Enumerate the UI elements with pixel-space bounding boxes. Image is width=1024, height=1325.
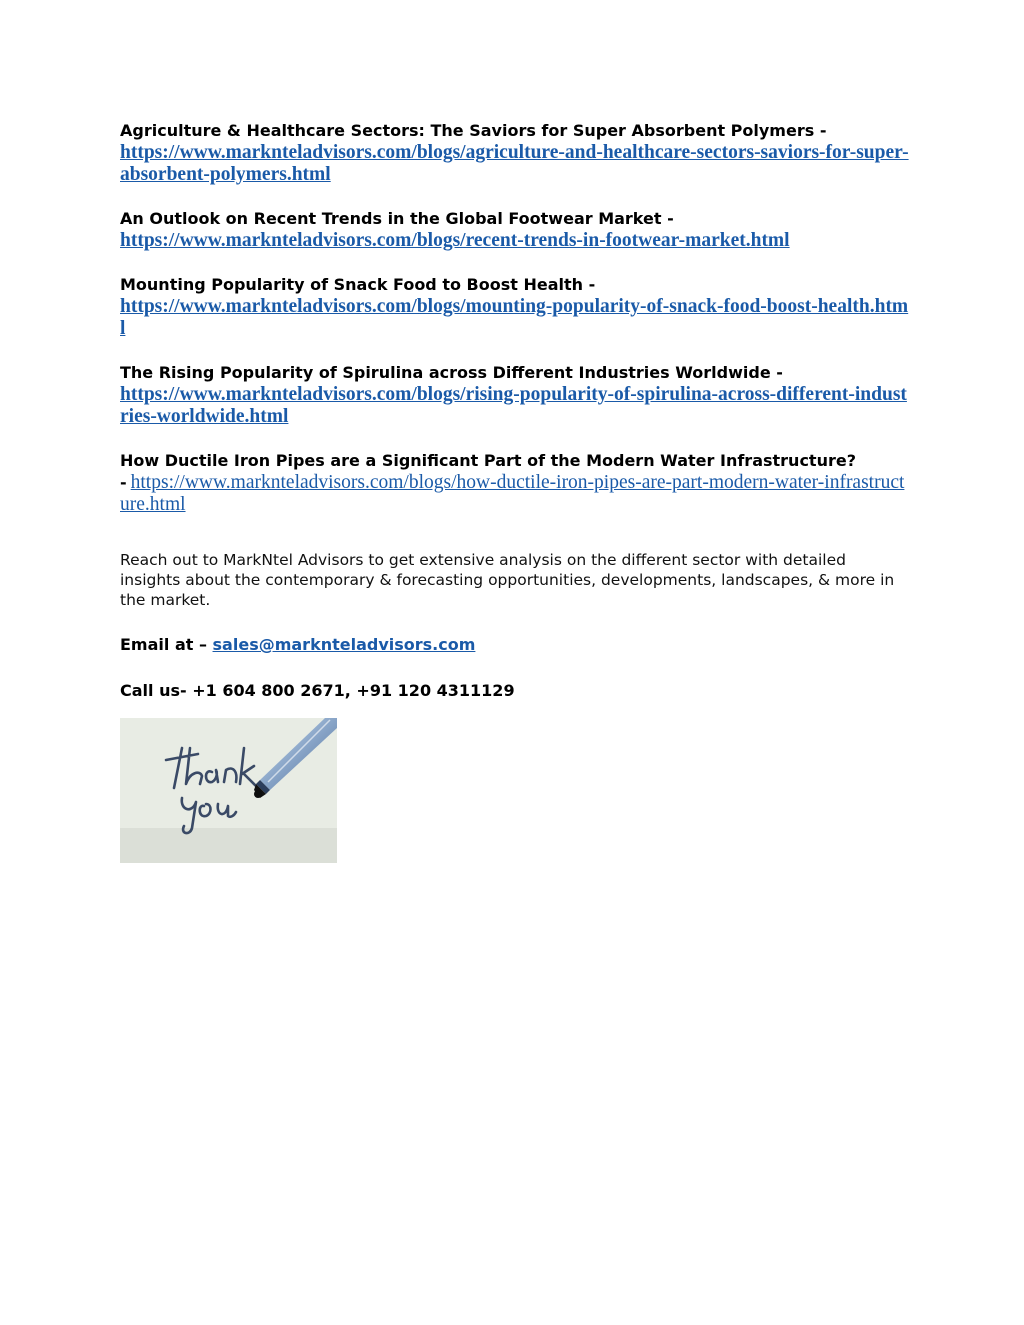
entry-link[interactable]: https://www.marknteladvisors.com/blogs/agriculture-and-healthcare-sectors-saviors-for-super-absorbent-polymers.html [120, 142, 909, 185]
thank-you-image [120, 718, 337, 863]
entry-link[interactable]: https://www.marknteladvisors.com/blogs/mounting-popularity-of-snack-food-boost-health.html [120, 296, 909, 339]
thank-you-handwriting-illustration [120, 718, 337, 863]
call-line: Call us- +1 604 800 2671, +91 120 4311129 [120, 681, 515, 700]
entry-title: Agriculture & Healthcare Sectors: The Saviors for Super Absorbent Polymers - [120, 121, 827, 140]
entry-title: How Ductile Iron Pipes are a Significant Part of the Modern Water Infrastructure? [120, 451, 856, 470]
entry-title: An Outlook on Recent Trends in the Global Footwear Market - [120, 209, 674, 228]
body-paragraph: Reach out to MarkNtel Advisors to get extensive analysis on the different sector with detailed insights about the contemporary & forecasting opportunities, developments, landscapes, & more in the market. [120, 551, 895, 609]
email-label: Email at – [120, 635, 207, 654]
entry-link[interactable]: https://www.marknteladvisors.com/blogs/recent-trends-in-footwear-market.html [120, 230, 790, 251]
blog-entry-ductile-iron [120, 450, 910, 516]
blog-entry-superabsorbent [120, 120, 910, 186]
entry-title: Mounting Popularity of Snack Food to Boost Health - [120, 275, 596, 294]
email-link[interactable]: sales@marknteladvisors.com [212, 635, 476, 654]
entry-link[interactable]: https://www.marknteladvisors.com/blogs/how-ductile-iron-pipes-are-part-modern-water-infrastructure.html [120, 472, 905, 515]
entry-title: The Rising Popularity of Spirulina across Different Industries Worldwide - [120, 363, 783, 382]
entry-link-line [120, 472, 910, 516]
entry-link[interactable]: https://www.marknteladvisors.com/blogs/rising-popularity-of-spirulina-across-different-industries-worldwide.html [120, 384, 907, 427]
email-line [120, 634, 910, 656]
blog-entry-footwear [120, 208, 910, 252]
entry-dash: - [120, 473, 127, 492]
document-page [120, 120, 910, 726]
blog-entry-spirulina [120, 362, 910, 428]
blog-entry-snack-food [120, 274, 910, 340]
